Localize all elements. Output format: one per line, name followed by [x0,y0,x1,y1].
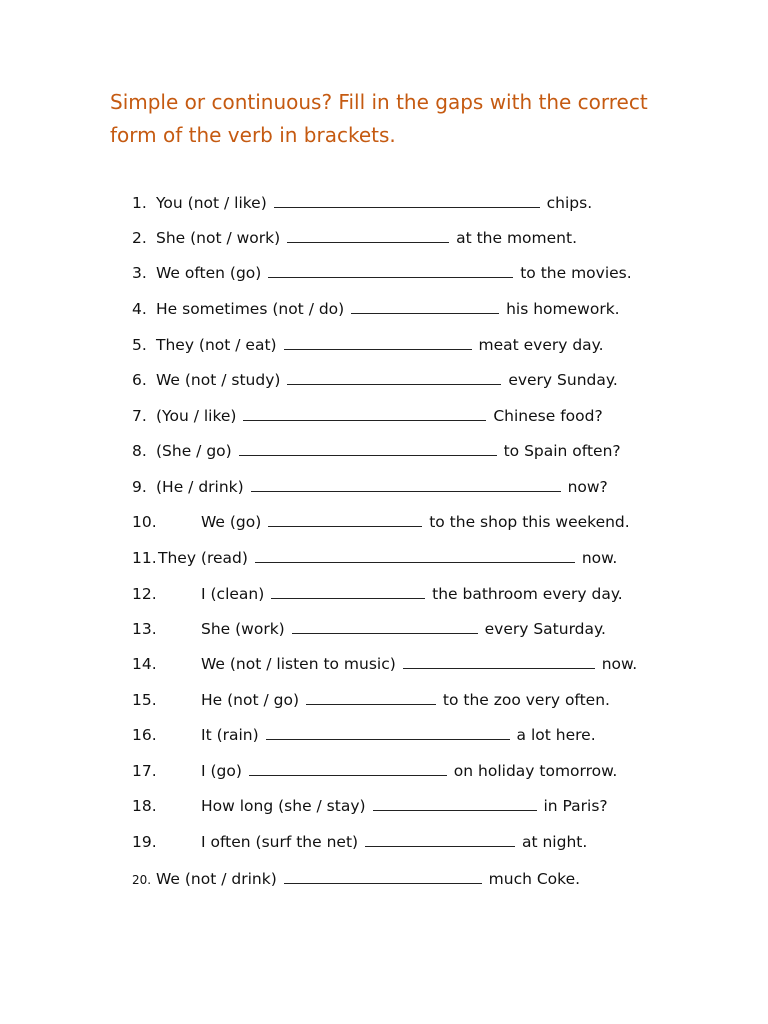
item-ending: his homework. [506,300,620,318]
item-sentence [201,723,596,747]
item-prompt: We (not / study) [156,371,281,389]
item-sentence [156,475,608,499]
item-sentence [156,867,580,891]
item-number: 1. [132,194,147,212]
item-ending: now. [581,549,618,567]
item-prompt: I often (surf the net) [201,833,359,851]
item-prompt: (She / go) [156,442,232,460]
answer-blank[interactable] [268,262,513,278]
item-ending: chips. [546,194,593,212]
item-sentence [156,226,577,250]
item-ending: Chinese food? [493,407,603,425]
item-number: 11. [132,549,157,567]
answer-blank[interactable] [284,868,482,884]
item-ending: on holiday tomorrow. [453,762,618,780]
item-prompt: (He / drink) [156,478,244,496]
answer-blank[interactable] [266,724,510,740]
item-prompt: We (go) [201,513,262,531]
item-prompt: You (not / like) [156,194,267,212]
item-number: 16. [132,726,157,744]
answer-blank[interactable] [255,547,575,563]
item-number: 17. [132,762,157,780]
item-number: 5. [132,336,147,354]
item-number: 10. [132,513,157,531]
item-prompt: They (read) [158,549,248,567]
item-prompt: She (work) [201,620,285,638]
item-sentence [156,297,620,321]
answer-blank[interactable] [287,369,501,385]
item-prompt: I (go) [201,762,242,780]
item-sentence [156,333,604,357]
item-prompt: It (rain) [201,726,259,744]
item-number: 18. [132,797,157,815]
answer-blank[interactable] [403,653,595,669]
item-prompt: We (not / drink) [156,870,277,888]
item-sentence [156,439,621,463]
item-ending: the bathroom every day. [432,585,623,603]
answer-blank[interactable] [306,689,436,705]
item-ending: now? [567,478,608,496]
item-prompt: They (not / eat) [156,336,277,354]
answer-blank[interactable] [249,760,447,776]
item-sentence [156,261,632,285]
item-ending: every Sunday. [508,371,618,389]
item-ending: to the shop this weekend. [429,513,630,531]
item-number: 2. [132,229,147,247]
item-sentence [201,582,623,606]
item-number: 14. [132,655,157,673]
item-number: 20. [132,873,152,887]
answer-blank[interactable] [251,476,561,492]
answer-blank[interactable] [239,440,497,456]
item-ending: now. [601,655,638,673]
item-sentence [201,794,608,818]
answer-blank[interactable] [243,405,486,421]
item-number: 3. [132,264,147,282]
item-ending: much Coke. [488,870,581,888]
item-sentence [201,759,617,783]
worksheet-instructions: Simple or continuous? Fill in the gaps with the correct form of the verb in brackets. [110,90,648,147]
item-ending: to the movies. [520,264,632,282]
item-number: 12. [132,585,157,603]
answer-blank[interactable] [284,334,472,350]
item-ending: at the moment. [456,229,577,247]
item-ending: to the zoo very often. [442,691,610,709]
item-number: 6. [132,371,147,389]
item-number: 8. [132,442,147,460]
item-prompt: (You / like) [156,407,237,425]
item-number: 15. [132,691,157,709]
item-sentence [158,546,617,570]
answer-blank[interactable] [268,511,422,527]
item-number: 13. [132,620,157,638]
item-number: 7. [132,407,147,425]
item-sentence [201,652,637,676]
item-ending: in Paris? [543,797,608,815]
item-prompt: I (clean) [201,585,265,603]
item-ending: a lot here. [516,726,596,744]
item-sentence [201,510,630,534]
item-prompt: He (not / go) [201,691,299,709]
item-prompt: She (not / work) [156,229,281,247]
item-ending: at night. [521,833,588,851]
answer-blank[interactable] [274,192,540,208]
item-sentence [201,617,606,641]
answer-blank[interactable] [373,795,537,811]
item-sentence [156,368,618,392]
answer-blank[interactable] [351,298,499,314]
item-ending: to Spain often? [503,442,621,460]
item-sentence [201,830,587,854]
item-sentence [156,191,592,215]
answer-blank[interactable] [287,227,449,243]
item-number: 4. [132,300,147,318]
item-prompt: We often (go) [156,264,262,282]
item-sentence [201,688,610,712]
answer-blank[interactable] [271,583,425,599]
item-number: 9. [132,478,147,496]
item-prompt: We (not / listen to music) [201,655,396,673]
item-ending: meat every day. [478,336,604,354]
item-number: 19. [132,833,157,851]
item-sentence [156,404,603,428]
answer-blank[interactable] [292,618,478,634]
answer-blank[interactable] [365,831,515,847]
item-prompt: He sometimes (not / do) [156,300,345,318]
item-prompt: How long (she / stay) [201,797,366,815]
item-ending: every Saturday. [484,620,606,638]
